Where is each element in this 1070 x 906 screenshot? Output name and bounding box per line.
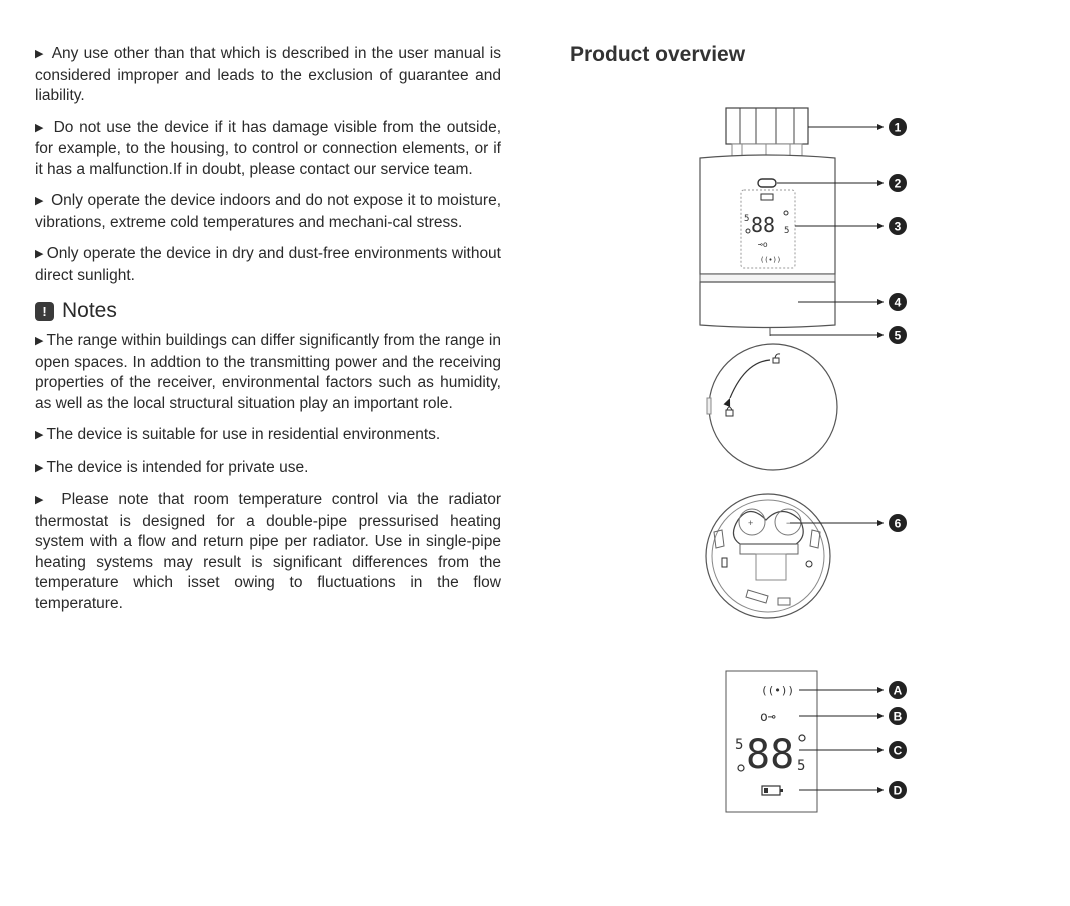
svg-text:C: C	[893, 743, 903, 758]
page-title: Product overview	[570, 43, 746, 66]
bullet-triangle-icon: ▶	[35, 494, 49, 506]
svg-text:6: 6	[894, 516, 902, 531]
body-key-icon: ⊸o	[758, 240, 768, 249]
callout-c	[889, 741, 907, 759]
note-text: The device is suitable for use in residential environments.	[46, 426, 441, 443]
svg-text:1: 1	[894, 120, 902, 135]
display-digits: 88	[746, 732, 795, 778]
callout-5	[889, 326, 907, 344]
paragraph-text: Only operate the device in dry and dust-free environments without direct sunlight.	[35, 245, 501, 284]
svg-text:A: A	[893, 683, 903, 698]
paragraph-text: Any use other than that which is described in the user manual is considered improper and leads to the exclusion of guarantee and liability.	[35, 45, 501, 104]
svg-text:3: 3	[894, 219, 902, 234]
callout-1	[889, 118, 907, 136]
signal-icon: ((•))	[761, 684, 795, 697]
paragraph-text: Only operate the device indoors and do not expose it to moisture, vibrations, extreme cold temperatures and mechani-cal stress.	[35, 192, 502, 231]
callout-4	[889, 293, 907, 311]
body-signal-icon: ((•))	[760, 256, 782, 264]
callout-6	[889, 514, 907, 532]
cover-dial	[707, 344, 837, 470]
bullet-triangle-icon: ▶	[35, 248, 44, 260]
note-text: The device is intended for private use.	[46, 458, 309, 476]
bullet-triangle-icon: ▶	[35, 429, 44, 441]
paragraph-text: Do not use the device if it has damage visible from the outside, for example, to the housing, to control or connection elements, or if it has a malfunction.If in doubt, please contact our service team.	[35, 118, 502, 178]
bullet-triangle-icon: ▶	[35, 195, 44, 207]
svg-text:5: 5	[894, 328, 902, 343]
notes-title: Notes	[62, 299, 117, 322]
body-display-small-top: 5	[744, 214, 750, 224]
valve-connector	[726, 108, 808, 156]
callout-a	[889, 681, 907, 699]
callout-3	[889, 217, 907, 235]
battery-compartment	[706, 494, 830, 618]
body-display-small-bottom: 5	[784, 226, 790, 236]
notes-exclamation-icon: !	[35, 302, 54, 321]
bullet-triangle-icon: ▶	[35, 48, 45, 60]
bullet-triangle-icon: ▶	[35, 121, 45, 134]
note-text: Please note that room temperature control via the radiator thermostat is designed for a double-pipe pressurised heating system with a flow and return pipe per radiator. Use in single-pipe heating systems may result is significant differences from the temperature which isset owing to fluctuations in the flow temperature.	[35, 491, 502, 612]
bullet-triangle-icon: ▶	[35, 461, 44, 474]
display-small-top: 5	[735, 737, 744, 753]
display-small-bottom: 5	[797, 758, 806, 774]
callout-d	[889, 781, 907, 799]
svg-text:2: 2	[894, 176, 902, 191]
battery-minus-icon: −	[786, 518, 792, 528]
callout-2	[889, 174, 907, 192]
enlarged-display	[726, 671, 817, 812]
note-text: The range within buildings can differ significantly from the range in open spaces. In addtion to the transmitting power and the receiving properties of the receiver, environmental factors such as humidity, as well as the local structural situation play an important role.	[35, 332, 501, 412]
battery-plus-icon: +	[748, 518, 754, 528]
callout-b	[889, 707, 907, 725]
body-display-digits: 88	[751, 213, 776, 237]
svg-text:4: 4	[894, 295, 902, 310]
key-icon: o⊸	[760, 710, 776, 725]
bullet-triangle-icon: ▶	[35, 335, 44, 347]
svg-text:B: B	[893, 709, 903, 724]
svg-text:D: D	[893, 783, 903, 798]
